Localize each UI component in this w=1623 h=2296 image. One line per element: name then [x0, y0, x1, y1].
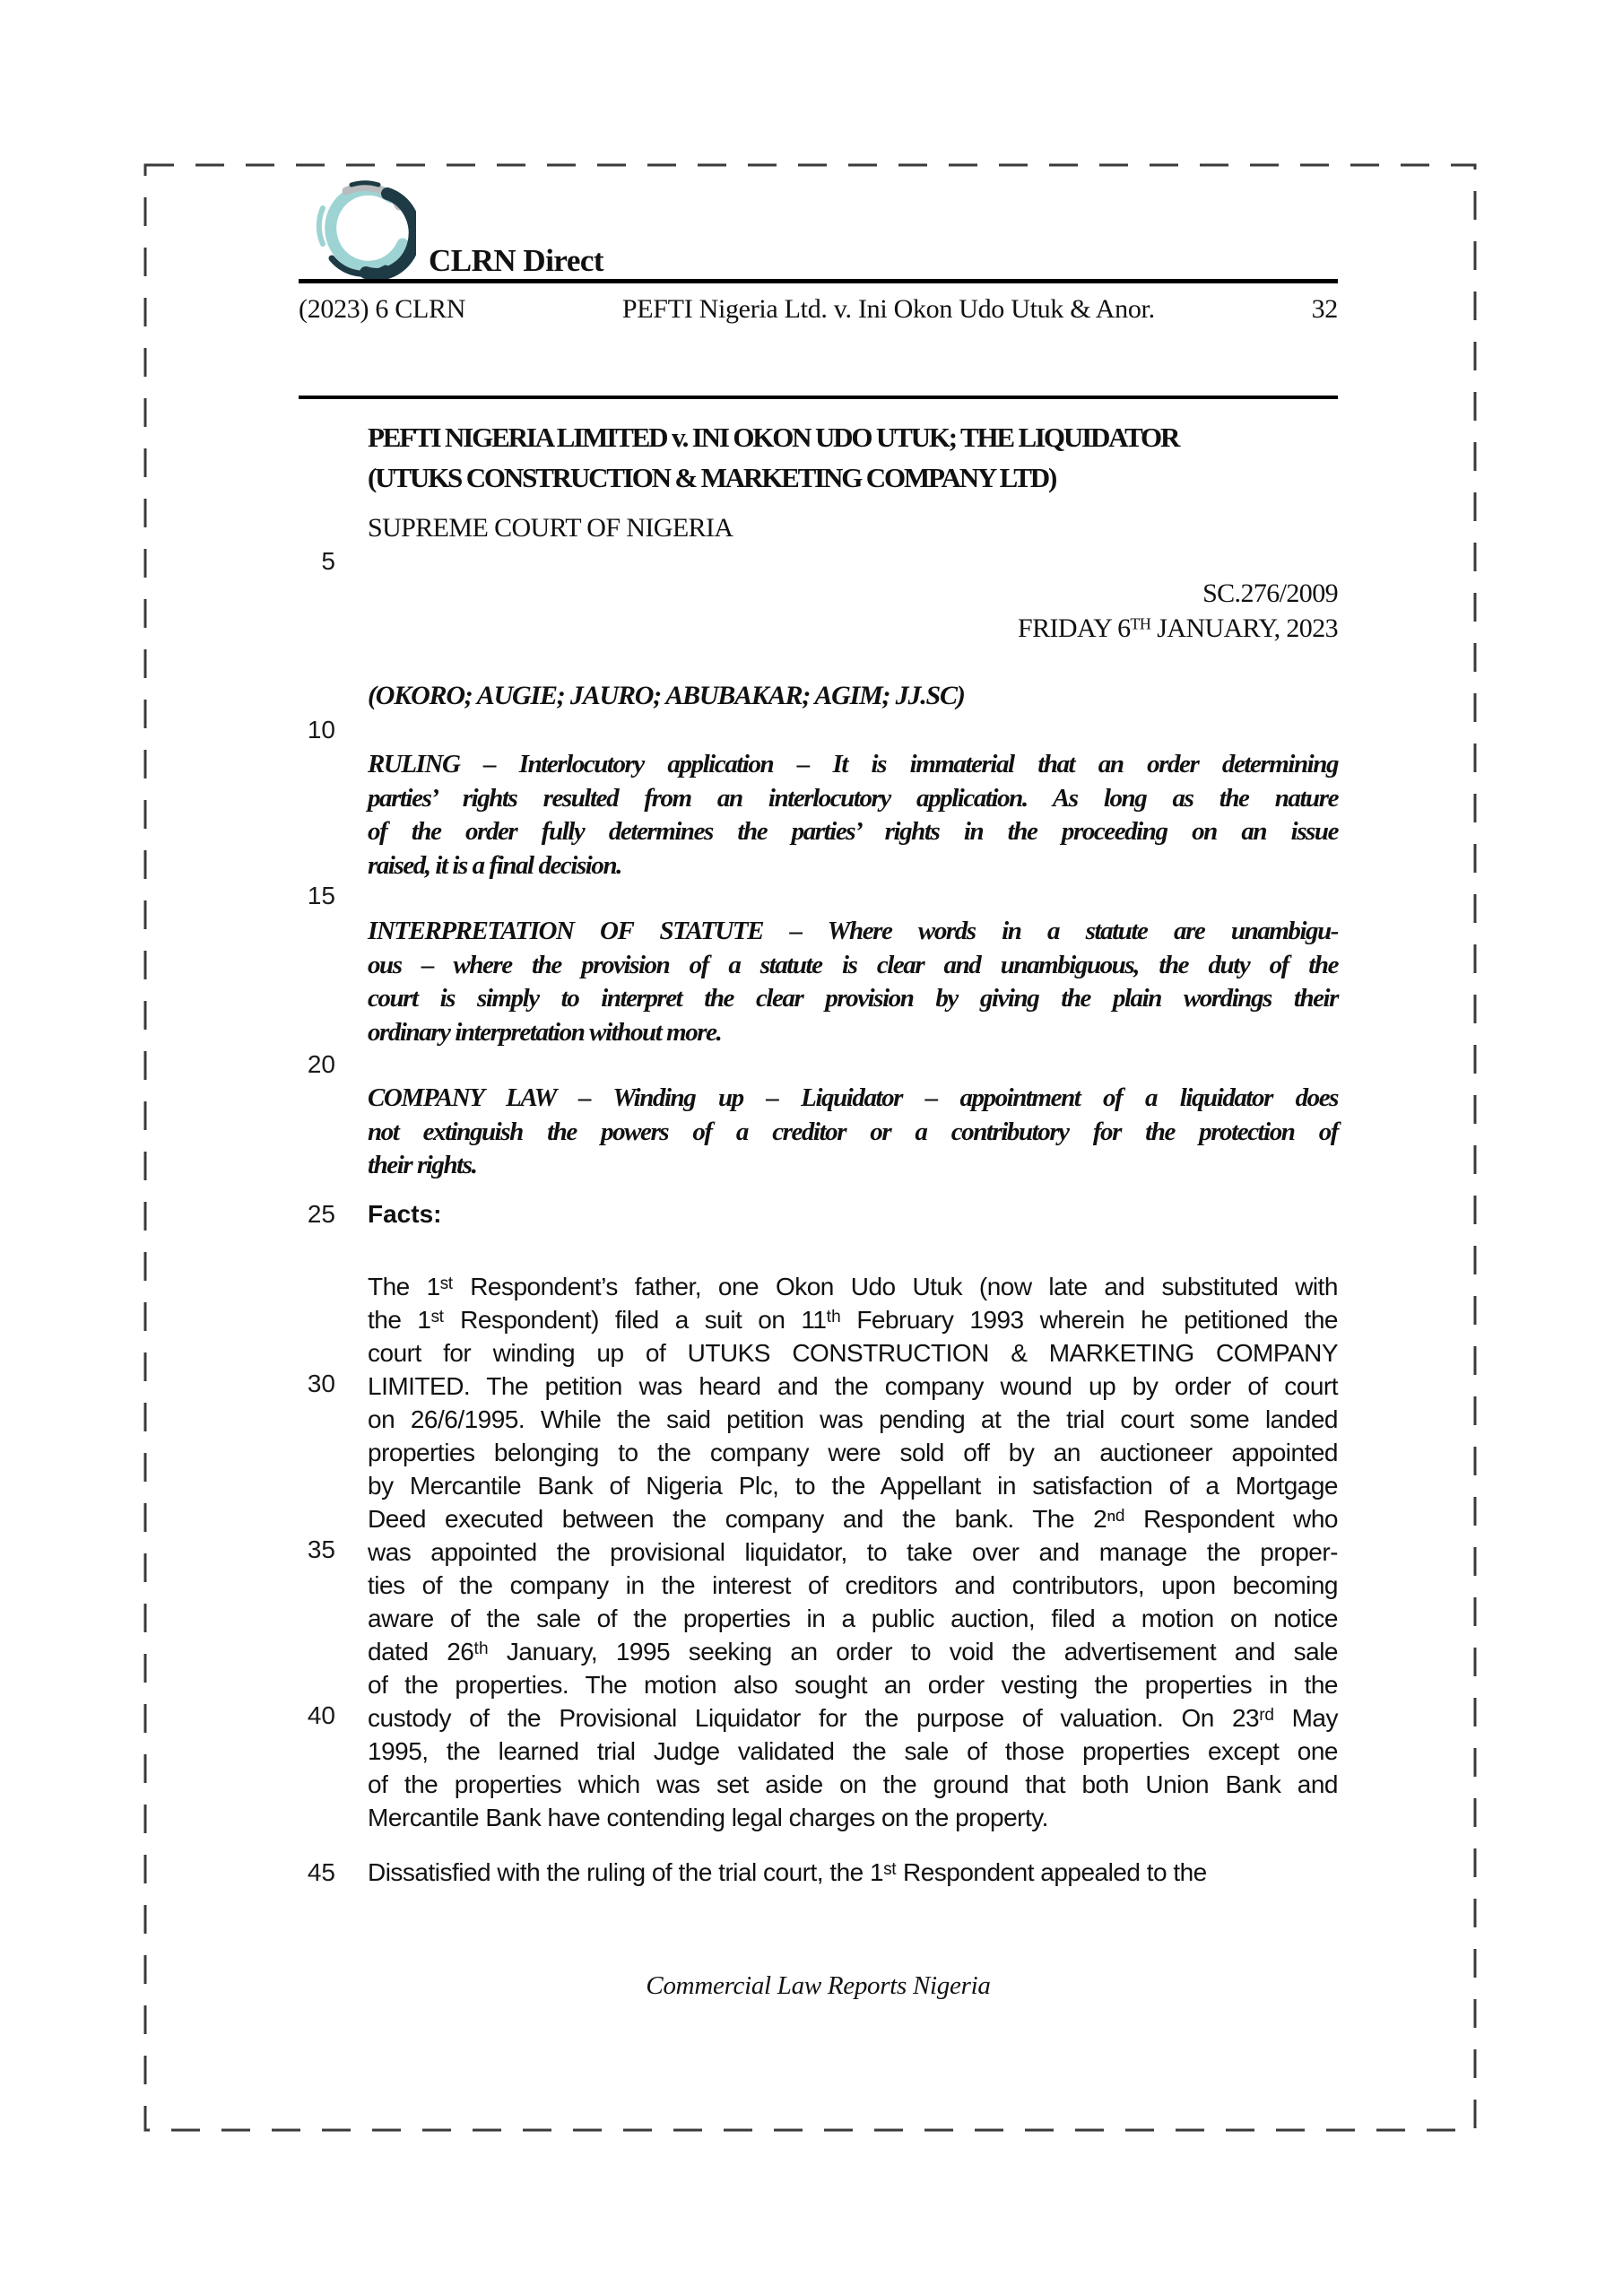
- header-rule-top: [299, 279, 1338, 283]
- text-line: their rights.: [368, 1151, 477, 1179]
- margin-line-number-25: 25: [307, 1200, 335, 1228]
- text-line: INTERPRETATION OF STATUTE – Where words in a statute are unambigu-: [368, 917, 1338, 945]
- headnote-company-law: [368, 1082, 1338, 1183]
- suit-number: SC.276/2009: [1202, 578, 1338, 608]
- margin-line-number-30: 30: [307, 1370, 335, 1397]
- case-title: [368, 417, 1372, 498]
- text-line: of the properties which was set aside on the ground that both Union Bank and: [368, 1770, 1338, 1798]
- margin-line-number-35: 35: [307, 1535, 335, 1563]
- text-line: 1995, the learned trial Judge validated the sale of those properties except one: [368, 1737, 1338, 1765]
- margin-line-number-15: 15: [307, 882, 335, 909]
- text-line: of the properties. The motion also sought an order vesting the properties in the: [368, 1671, 1338, 1699]
- text-line: RULING – Interlocutory application – It is immaterial that an order determining: [368, 750, 1338, 778]
- text-line: of the order fully determines the parties’ rights in the proceeding on an issue: [368, 817, 1338, 846]
- text-line: COMPANY LAW – Winding up – Liquidator – appointment of a liquidator does: [368, 1083, 1338, 1112]
- case-title-line-1: PEFTI NIGERIA LIMITED v. INI OKON UDO UTUK; THE LIQUIDATOR: [368, 422, 1179, 453]
- margin-line-number-5: 5: [321, 547, 335, 575]
- header-rule-bottom: [299, 396, 1338, 399]
- text-line: Mercantile Bank have contending legal charges on the property.: [368, 1804, 1048, 1831]
- text-line: not extinguish the powers of a creditor or a contributory for the protection of: [368, 1117, 1338, 1146]
- text-line: court for winding up of UTUKS CONSTRUCTION & MARKETING COMPANY: [368, 1339, 1338, 1367]
- headnote-interpretation-of-statute: [368, 915, 1338, 1049]
- text-line: The 1ˢᵗ Respondent’s father, one Okon Udo Utuk (now late and substituted with: [368, 1273, 1338, 1300]
- decision-date: FRIDAY 6ᵀᴴ JANUARY, 2023: [1018, 613, 1338, 643]
- text-line: on 26/6/1995. While the said petition was pending at the trial court some landed: [368, 1405, 1338, 1433]
- text-line: the 1ˢᵗ Respondent) filed a suit on 11ᵗʰ February 1993 wherein he petitioned the: [368, 1306, 1338, 1334]
- text-line: aware of the sale of the properties in a public auction, filed a motion on notice: [368, 1605, 1338, 1632]
- margin-line-number-40: 40: [307, 1701, 335, 1729]
- footer-publication-name: Commercial Law Reports Nigeria: [646, 1971, 991, 2000]
- margin-line-number-10: 10: [307, 716, 335, 744]
- text-line: custody of the Provisional Liquidator for the purpose of valuation. On 23ʳᵈ May: [368, 1704, 1338, 1732]
- court-name: SUPREME COURT OF NIGERIA: [368, 513, 733, 543]
- facts-heading: Facts:: [368, 1200, 442, 1228]
- report-citation: (2023) 6 CLRN: [299, 294, 466, 324]
- margin-line-number-45: 45: [307, 1858, 335, 1886]
- text-line: by Mercantile Bank of Nigeria Plc, to the Appellant in satisfaction of a Mortgage: [368, 1472, 1338, 1500]
- page-number: 32: [1311, 294, 1338, 324]
- case-title-line-2: (UTUKS CONSTRUCTION & MARKETING COMPANY LTD): [368, 462, 1056, 493]
- text-line: ordinary interpretation without more.: [368, 1017, 722, 1047]
- text-line: dated 26ᵗʰ January, 1995 seeking an order to void the advertisement and sale: [368, 1638, 1338, 1665]
- margin-line-number-20: 20: [307, 1050, 335, 1078]
- text-line: was appointed the provisional liquidator, to take over and manage the proper-: [368, 1538, 1338, 1566]
- judges-panel: (OKORO; AUGIE; JAURO; ABUBAKAR; AGIM; JJ.SC): [368, 681, 965, 710]
- facts-paragraph-2: Dissatisfied with the ruling of the trial court, the 1ˢᵗ Respondent appealed to the: [368, 1858, 1207, 1886]
- brand-title: CLRN Direct: [429, 243, 604, 278]
- text-line: ties of the company in the interest of creditors and contributors, upon becoming: [368, 1571, 1338, 1599]
- text-line: raised, it is a final decision.: [368, 850, 621, 880]
- text-line: properties belonging to the company were sold off by an auctioneer appointed: [368, 1439, 1338, 1466]
- text-line: Deed executed between the company and the bank. The 2ⁿᵈ Respondent who: [368, 1505, 1338, 1533]
- running-case-title: PEFTI Nigeria Ltd. v. Ini Okon Udo Utuk & Anor.: [621, 294, 1155, 324]
- running-header: [299, 294, 1338, 325]
- text-line: LIMITED. The petition was heard and the company wound up by order of court: [368, 1372, 1338, 1400]
- headnote-ruling: [368, 748, 1338, 883]
- text-line: ous – where the provision of a statute is clear and unambiguous, the duty of the: [368, 950, 1338, 979]
- facts-paragraph: [368, 1270, 1338, 1834]
- text-line: court is simply to interpret the clear provision by giving the plain wordings their: [368, 984, 1338, 1013]
- text-line: parties’ rights resulted from an interlocutory application. As long as the nature: [368, 783, 1338, 813]
